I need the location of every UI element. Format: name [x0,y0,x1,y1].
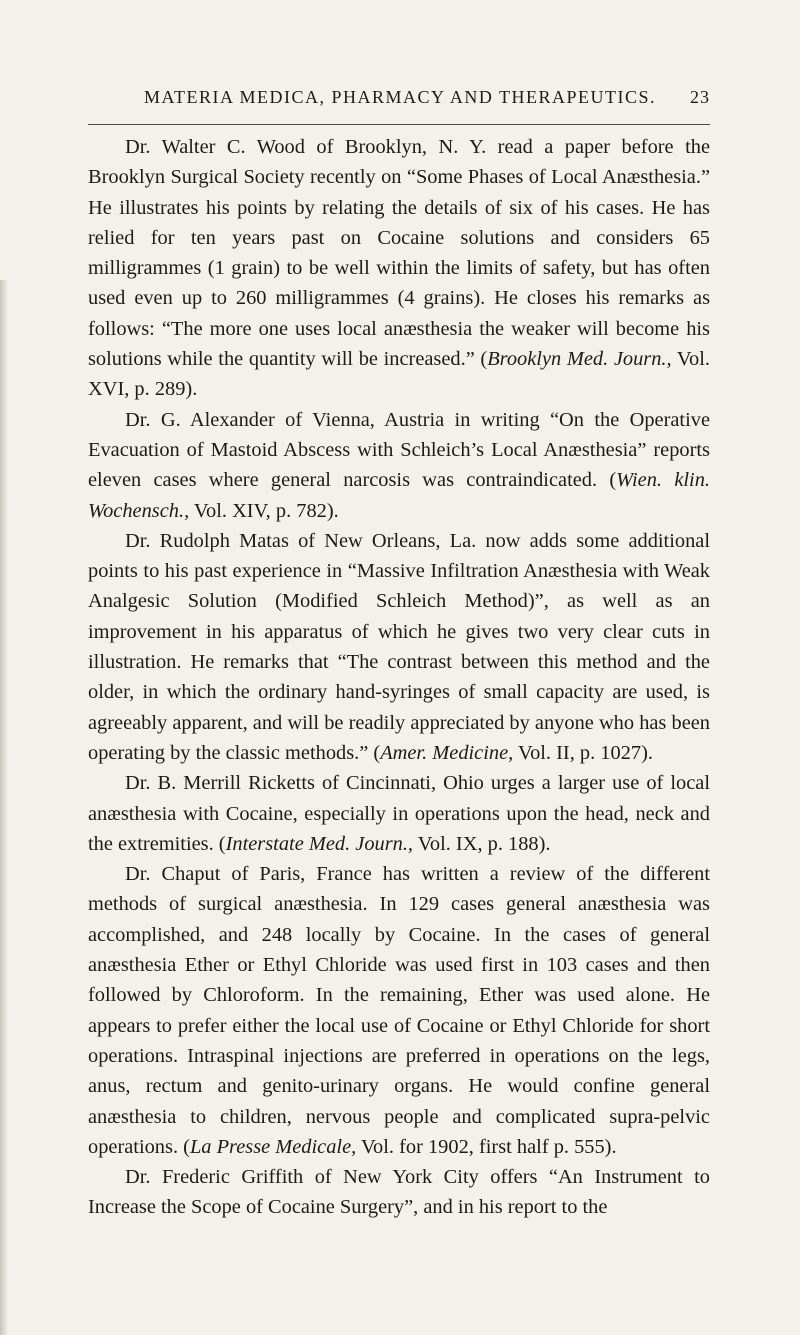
paragraph-griffith: Dr. Frederic Griffith of New York City offers “An Instrument to Increase the Scope of Cocaine Surgery”, and in his report to the [88,1166,710,1219]
binding-shadow [0,280,8,1335]
body-text [88,132,710,1223]
citation: La Presse Medicale, [189,1135,357,1158]
paragraph-wood: Dr. Walter C. Wood of Brooklyn, N. Y. read a paper before the Brooklyn Surgical Society recently on “Some Phases of Local Anæsthesia.” He illustrates his points by relating the details of six of his cases. He has relied for ten years past on Cocaine solutions and considers 65 milligrammes (1 grain) to be well within the limits of safety, but has often used even up to 260 milligrammes (4 grains). He closes his remarks as follows: “The more one uses local anæsthesia the weaker will become his solutions while the quantity will be increased.” (Brooklyn Med. Journ., Vol. XVI, p. 289). [88,136,710,401]
citation: Wien. klin. Wochensch., [88,469,710,522]
running-head: MATERIA MEDICA, PHARMACY AND THERAPEUTICS. [144,87,657,107]
paragraph-matas: Dr. Rudolph Matas of New Orleans, La. now adds some additional points to his past experience in “Massive Infiltration Anæsthesia with Weak Analgesic Solution (Modified Schleich Method)”, as well as an improvement in his apparatus of which he gives two very clear cuts in illustration. He remarks that “The contrast between this method and the older, in which the ordinary hand-syringes of small capacity are used, is agreeably apparent, and will be readily appreciated by anyone who has been operating by the classic methods.” (Amer. Medicine, Vol. II, p. 1027). [88,529,710,764]
page-header [88,83,710,113]
page-number: 23 [690,87,710,107]
paragraph-chaput: Dr. Chaput of Paris, France has written a review of the different methods of surgical anæsthesia. In 129 cases general anæsthesia was accomplished, and 248 locally by Cocaine. In the cases of general anæsthesia Ether or Ethyl Chloride was used first in 103 cases and then followed by Chloroform. In the remaining, Ether was used alone. He appears to prefer either the local use of Cocaine or Ethyl Chloride for short operations. Intraspinal injections are preferred in operations on the legs, anus, rectum and genito-urinary organs. He would confine general anæsthesia to children, nervous people and complicated supra-pelvic operations. (La Presse Medicale, Vol. for 1902, first half p. 555). [88,863,710,1158]
citation: Brooklyn Med. Journ., [487,348,672,371]
paragraph-ricketts: Dr. B. Merrill Ricketts of Cincinnati, Ohio urges a larger use of local anæsthesia with Cocaine, especially in operations upon the head, neck and the extremities. (Interstate Med. Journ., Vol. IX, p. 188). [88,772,710,855]
citation: Interstate Med. Journ., [225,832,414,855]
citation: Amer. Medicine, [380,741,514,764]
paragraph-alexander: Dr. G. Alexander of Vienna, Austria in writing “On the Operative Evacuation of Mastoid Abscess with Schleich’s Local Anæsthesia” reports eleven cases where general narcosis was contraindicated. (Wien. klin. Wochensch., Vol. XIV, p. 782). [88,408,710,522]
header-rule [88,124,710,125]
